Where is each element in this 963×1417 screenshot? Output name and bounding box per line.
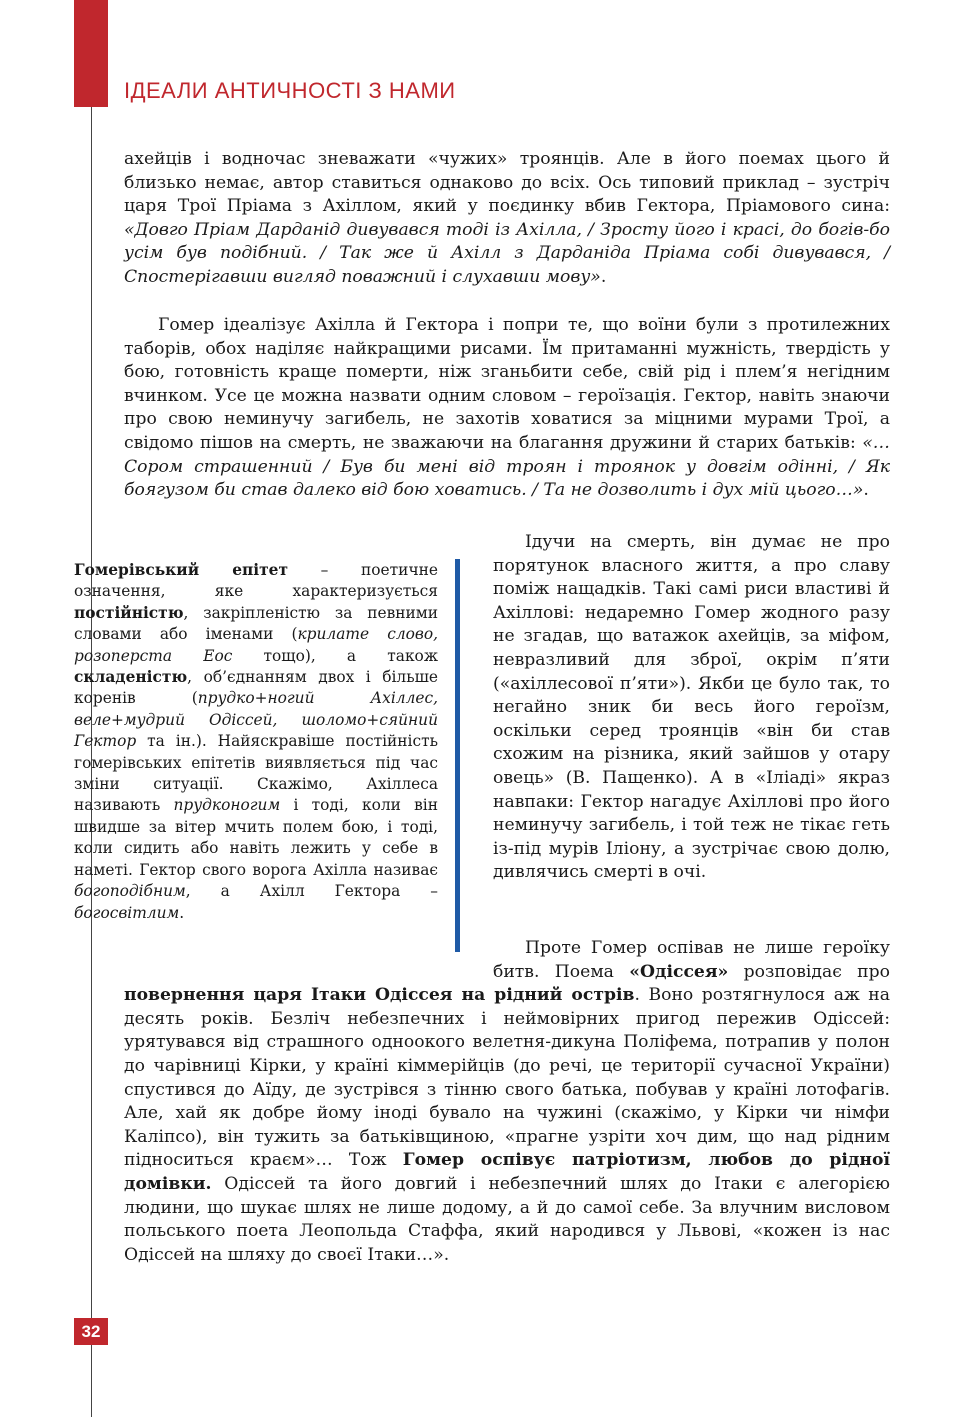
paragraph-2-end: . — [863, 480, 869, 501]
sidebar-italic: прудконогим — [173, 796, 281, 815]
sidebar-text: та ін.). Найяскравіше постійність гомерівських епітетів виявляється під час зміни ситуації. Скажімо, Ахіллеса називають — [74, 732, 438, 815]
priam-achilles-quote: «Довго Пріам Дарданід дивувався тоді із Ахілла, / Зросту його і красі, до богів-бо усім був подібний. / Так же й Ахілл з Дарданіда Пріама собі дивувався, / Спостерігавши вигляд поважний і слухавши мову» — [124, 219, 890, 287]
paragraph-4-bold: Гомер оспівує патріотизм, любов до рідної домівки. — [124, 1150, 890, 1194]
sidebar-text: , закріпленістю за певними словами або іменами ( — [74, 603, 438, 644]
sidebar-text: – поетичне означення, яке характеризується — [74, 561, 438, 601]
paragraph-2 — [124, 314, 890, 503]
paragraph-4-text: Проте Гомер оспівав не лише героїку битв. Поема — [493, 938, 890, 982]
sidebar-text: . — [179, 903, 185, 922]
sidebar-bold: постійністю — [74, 603, 184, 622]
header-red-tab — [74, 0, 108, 107]
paragraph-4 — [124, 937, 890, 1267]
sidebar-text: , об’єднанням двох і більше коренів ( — [74, 668, 438, 708]
sidebar-italic: крилате слово, розоперста Еос — [74, 625, 438, 665]
paragraph-4-bold: повернення царя Ітаки Одіссея на рідний острів — [124, 985, 635, 1006]
paragraph-3: Ідучи на смерть, він думає не про порятунок власного життя, а про славу поміж нащадків. Такі самі риси властиві й Ахіллові: недаремно Гомер жодного разу не згадав, що ватажок ахейців, за міфом, невразливий для зброї, окрім п’яти («ахіллесової п’яти»). Якби це було так, то негайно зник би весь його героїзм, оскільки серед троянців «він би став схожим на різника, який зайшов у отару овець» (В. Пащенко). А в «Іліаді» якраз навпаки: Гектор нагадує Ахіллові про його неминучу загибель, і той теж не тікає геть із-під мурів Іліону, а зустрічає свою долю, дивлячись смерті в очі. — [493, 532, 890, 883]
paragraph-1-end: . — [600, 266, 607, 287]
section-header-title: ІДЕАЛИ АНТИЧНОСТІ З НАМИ — [124, 78, 456, 103]
sidebar-accent-bar — [455, 559, 460, 952]
hector-quote: «…Сором страшенний / Був би мені від троян і троянок у довгім одінні, / Як боягузом би став далеко від бою ховатись. / Та не дозволить і дух мій цього…» — [124, 432, 890, 501]
paragraph-4-text: Одіссей та його довгий і небезпечний шлях до Ітаки є алегорією людини, що шукає шлях не лише додому, а й до самої себе. За влучним висловом польського поета Леопольда Стаффа, який народився у Львові, «кожен із нас Одіссей на шляху до своєї Ітаки…». — [124, 1173, 890, 1265]
sidebar-text: і тоді, коли він швидше за вітер мчить полем бою, і тоді, коли сидить або навіть лежить у себе в наметі. Гектор свого ворога Ахілла називає — [74, 796, 438, 879]
paragraph-4-wrap-spacer — [124, 937, 493, 984]
odyssey-title: «Одіссея» — [629, 961, 729, 982]
sidebar-text: тощо), а також — [232, 646, 438, 665]
paragraph-4-text: розповідає про — [728, 961, 890, 982]
paragraph-1-text: ахейців і водночас зневажати «чужих» троянців. Але в його поемах цього й близько немає, автор ставиться однаково до всіх. Ось типовий приклад – зустріч царя Трої Пріама з Ахіллом, який у поєдинку вбив Гектора, Пріамового сина: — [124, 149, 890, 217]
sidebar-term: Гомерівський епітет — [74, 561, 289, 579]
paragraph-4-text: . Воно розтягнулося аж на десять років. Безліч небезпечних і неймовірних пригод пережив Одіссей: урятувався від страшного одноокого велетня-дикуна Поліфема, потрапив у полон до чарівниці Кірки, у країні кіммерійців (до речі, це території сучасної України) спустився до Аїду, де зустрівся з тінню свого батька, побував у країні лотофагів. Але, хай як добре йому іноді бувало на чужині (скажімо, у Кірки чи німфи Каліпсо), він тужить за батьківщиною, «прагне узріти хоч дим, що над рідним підноситься краєм»… Тож — [124, 985, 891, 1171]
sidebar-italic: прудко+ногий Ахіллес, веле+мудрий Одіссей, шоломо+сяйний Гектор — [74, 689, 438, 751]
paragraph-2-text: Гомер ідеалізує Ахілла й Гектора і попри те, що воїни були з протилежних таборів, обох наділяє найкращими рисами. Їм притаманні мужність, твердість у бою, готовність краще померти, ніж зганьбити себе, свій рід і плем’я негідним вчинком. Усе це можна назвати одним словом – героїзація. Гектор, навіть знаючи про свою неминучу загибель, не захотів ховатися за міцними мурами Трої, а свідомо пішов на смерть, не зважаючи на благання дружини й старих батьків: — [124, 315, 890, 453]
sidebar-text: , а Ахілл Гектора – — [185, 882, 438, 901]
sidebar-bold: складеністю — [74, 668, 188, 687]
page-number: 32 — [74, 1318, 108, 1345]
sidebar-italic: богоподібним — [74, 882, 186, 901]
sidebar-definition — [74, 560, 438, 924]
paragraph-1 — [124, 148, 890, 290]
sidebar-italic: богосвітлим — [74, 903, 180, 922]
